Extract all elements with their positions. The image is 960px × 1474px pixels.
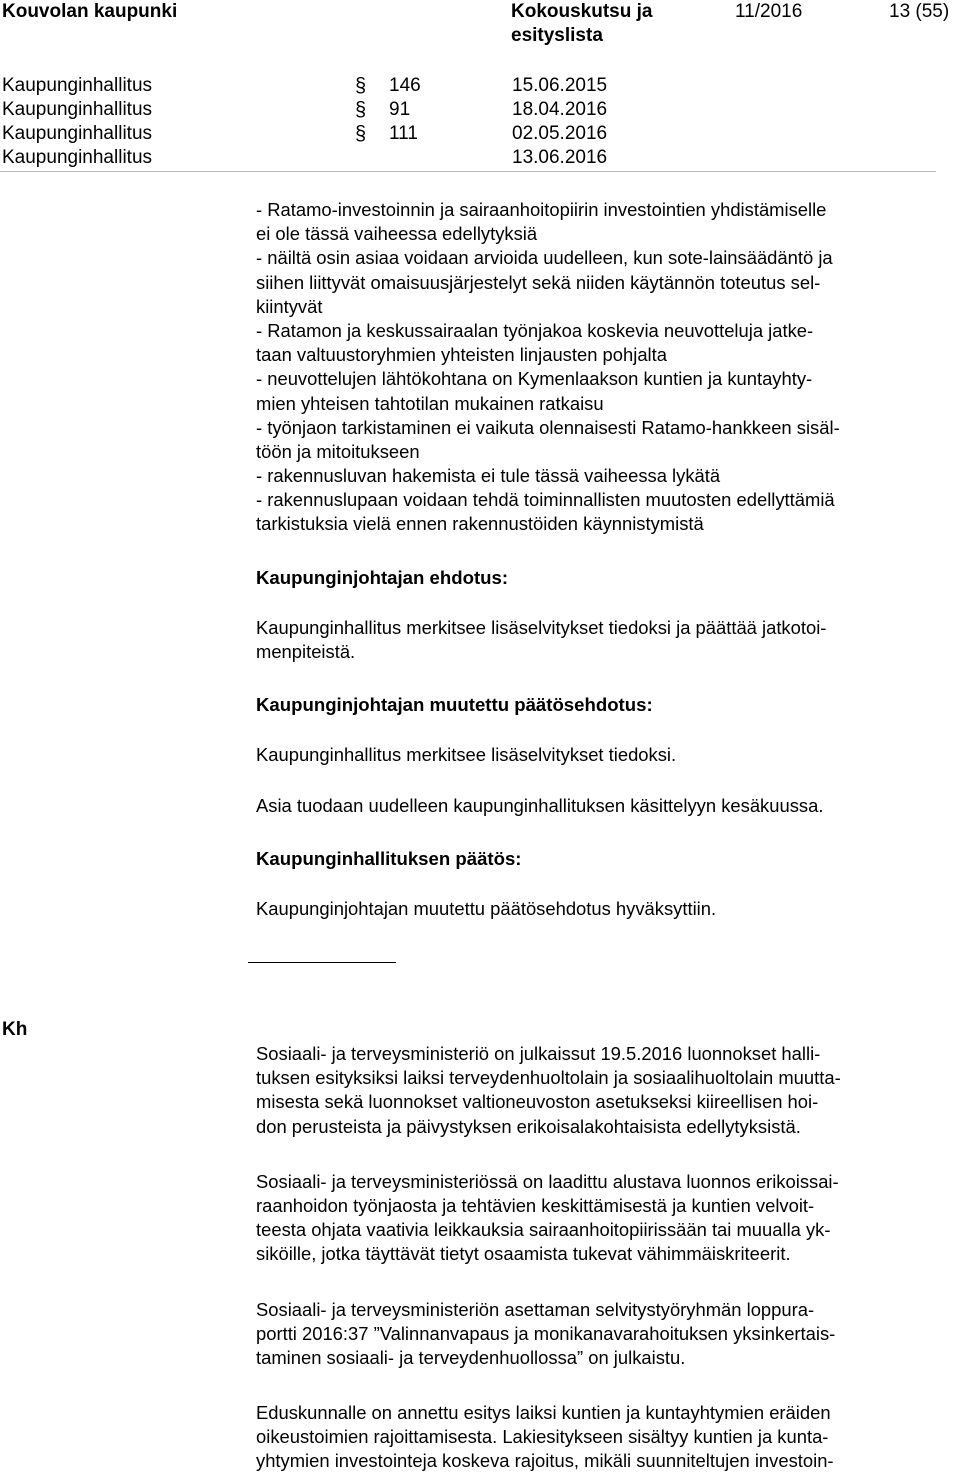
paragraph-line: Sosiaali- ja terveysministeriö on julkaissut 19.5.2016 luonnokset halli- <box>256 1043 821 1064</box>
history-row <box>2 74 936 98</box>
paragraph-line: Sosiaali- ja terveysministeriössä on laadittu alustava luonnos erikoissai- <box>256 1170 839 1192</box>
bullet-line: taan valtuustoryhmien yhteisten linjausten pohjalta <box>256 344 667 366</box>
proposal-text-line: Kaupunginhallitus merkitsee lisäselvitykset tiedoksi ja päättää jatkotoi- <box>256 616 827 638</box>
history-row <box>2 122 936 146</box>
paragraph-line: siköille, jotka täyttävät tietyt osaamista tukevat vähimmäiskriteerit. <box>256 1243 791 1265</box>
history-body: Kaupunginhallitus <box>2 123 153 144</box>
bullet-line: - työnjaon tarkistaminen ei vaikuta olennaisesti Ratamo-hankkeen sisäl- <box>256 416 840 438</box>
bullet-line: siihen liittyvät omaisuusjärjestelyt sekä niiden käytännön toteutus sel- <box>256 271 821 293</box>
bullet-line: - neuvottelujen lähtökohtana on Kymenlaakson kuntien ja kuntayhty- <box>256 368 813 390</box>
meeting-history <box>2 74 936 170</box>
history-number: 91 <box>389 99 411 120</box>
paragraph-line: taminen sosiaali- ja terveydenhuollossa” on julkaistu. <box>256 1346 686 1368</box>
paragraph <box>256 1298 946 1371</box>
paragraph-line: portti 2016:37 ”Valinnanvapaus ja monikanavarahoituksen yksinkertais- <box>256 1322 836 1344</box>
paragraph-line: raanhoidon työnjaosta ja tehtävien keskittämisestä ja kuntien velvoit- <box>256 1194 815 1216</box>
bullet-line: - rakennuslupaan voidaan tehdä toiminnallisten muutosten edellyttämiä <box>256 489 835 511</box>
history-date: 15.06.2015 <box>512 75 608 96</box>
bullet-line: - Ratamo-investoinnin ja sairaanhoitopiirin investointien yhdistämiselle <box>256 199 827 220</box>
bullet-line: - rakennusluvan hakemista ei tule tässä vaiheessa lykätä <box>256 465 721 487</box>
decision-heading: Kaupunginhallituksen päätös: <box>256 847 522 869</box>
history-number: 146 <box>389 75 421 96</box>
paragraph <box>256 1042 946 1139</box>
amended-proposal-heading: Kaupunginjohtajan muutettu päätösehdotus: <box>256 694 653 716</box>
proposal-text-line: menpiteistä. <box>256 641 356 662</box>
history-body: Kaupunginhallitus <box>2 75 153 96</box>
page-header <box>0 0 960 60</box>
amended-proposal-text: Asia tuodaan uudelleen kaupunginhallituksen käsittelyyn kesäkuussa. <box>256 794 824 816</box>
history-row <box>2 146 936 170</box>
section-separator <box>248 962 396 963</box>
bullet-line: ei ole tässä vaiheessa edellytyksiä <box>256 223 538 245</box>
document-number: 11/2016 <box>735 1 803 22</box>
history-body: Kaupunginhallitus <box>2 147 153 168</box>
paragraph-line: teesta ohjata vaativia leikkauksia sairaanhoitopiirissään tai muualla yk- <box>256 1219 831 1241</box>
svg-text:§: § <box>355 123 367 144</box>
paragraph-line: don perusteista ja päivystyksen erikoisalakohtaisista edellytyksistä. <box>256 1115 801 1137</box>
bullet-line: tarkistuksia vielä ennen rakennustöiden käynnistymistä <box>256 513 704 535</box>
side-label: Kh <box>2 1019 28 1040</box>
history-date: 13.06.2016 <box>512 147 608 168</box>
paragraph-line: yhtymien investointeja koskeva rajoitus, mikäli suunniteltujen investoin- <box>256 1450 834 1472</box>
document-type <box>511 0 701 48</box>
history-divider <box>0 171 936 172</box>
history-date: 02.05.2016 <box>512 123 608 144</box>
paragraph-line: oikeustoimien rajoittamisesta. Lakiesitykseen sisältyy kuntien ja kunta- <box>256 1426 829 1448</box>
paragraph-line: misesta sekä luonnokset valtioneuvoston asetukseksi kiireellisen hoi- <box>256 1091 819 1113</box>
history-body: Kaupunginhallitus <box>2 99 153 120</box>
section-sign-icon <box>354 122 368 144</box>
bullet-line: töön ja mitoitukseen <box>256 440 420 462</box>
section-sign-icon <box>354 98 368 120</box>
bullet-line: - Ratamon ja keskussairaalan työnjakoa koskevia neuvotteluja jatke- <box>256 319 814 341</box>
next-item-content <box>256 1042 946 1474</box>
bullet-line: mien yhteisen tahtotilan mukainen ratkaisu <box>256 392 604 414</box>
paragraph <box>256 1401 946 1474</box>
main-content <box>256 198 936 921</box>
history-number: 111 <box>389 123 418 144</box>
decision-text: Kaupunginjohtajan muutettu päätösehdotus hyväksyttiin. <box>256 897 717 919</box>
bullet-list <box>256 198 936 537</box>
bullet-line: kiintyvät <box>256 295 323 317</box>
document-type-line: Kokouskutsu ja <box>511 1 653 22</box>
organization-name: Kouvolan kaupunki <box>2 1 178 22</box>
paragraph-line: Sosiaali- ja terveysministeriön asettaman selvitystyöryhmän loppura- <box>256 1298 815 1320</box>
svg-text:§: § <box>355 75 367 96</box>
paragraph-line: tuksen esityksiksi laiksi terveydenhuoltolain ja sosiaalihuoltolain muutta- <box>256 1067 841 1089</box>
history-date: 18.04.2016 <box>512 99 608 120</box>
section-sign-icon <box>354 74 368 96</box>
proposal-heading: Kaupunginjohtajan ehdotus: <box>256 566 509 588</box>
history-row <box>2 98 936 122</box>
paragraph <box>256 1170 946 1267</box>
page-number: 13 (55) <box>889 1 950 22</box>
document-type-line: esityslista <box>511 25 603 46</box>
svg-text:§: § <box>355 99 367 120</box>
paragraph-line: Eduskunnalle on annettu esitys laiksi kuntien ja kuntayhtymien eräiden <box>256 1402 831 1424</box>
amended-proposal-text: Kaupunginhallitus merkitsee lisäselvitykset tiedoksi. <box>256 744 677 766</box>
bullet-line: - näiltä osin asiaa voidaan arvioida uudelleen, kun sote-lainsäädäntö ja <box>256 247 833 269</box>
